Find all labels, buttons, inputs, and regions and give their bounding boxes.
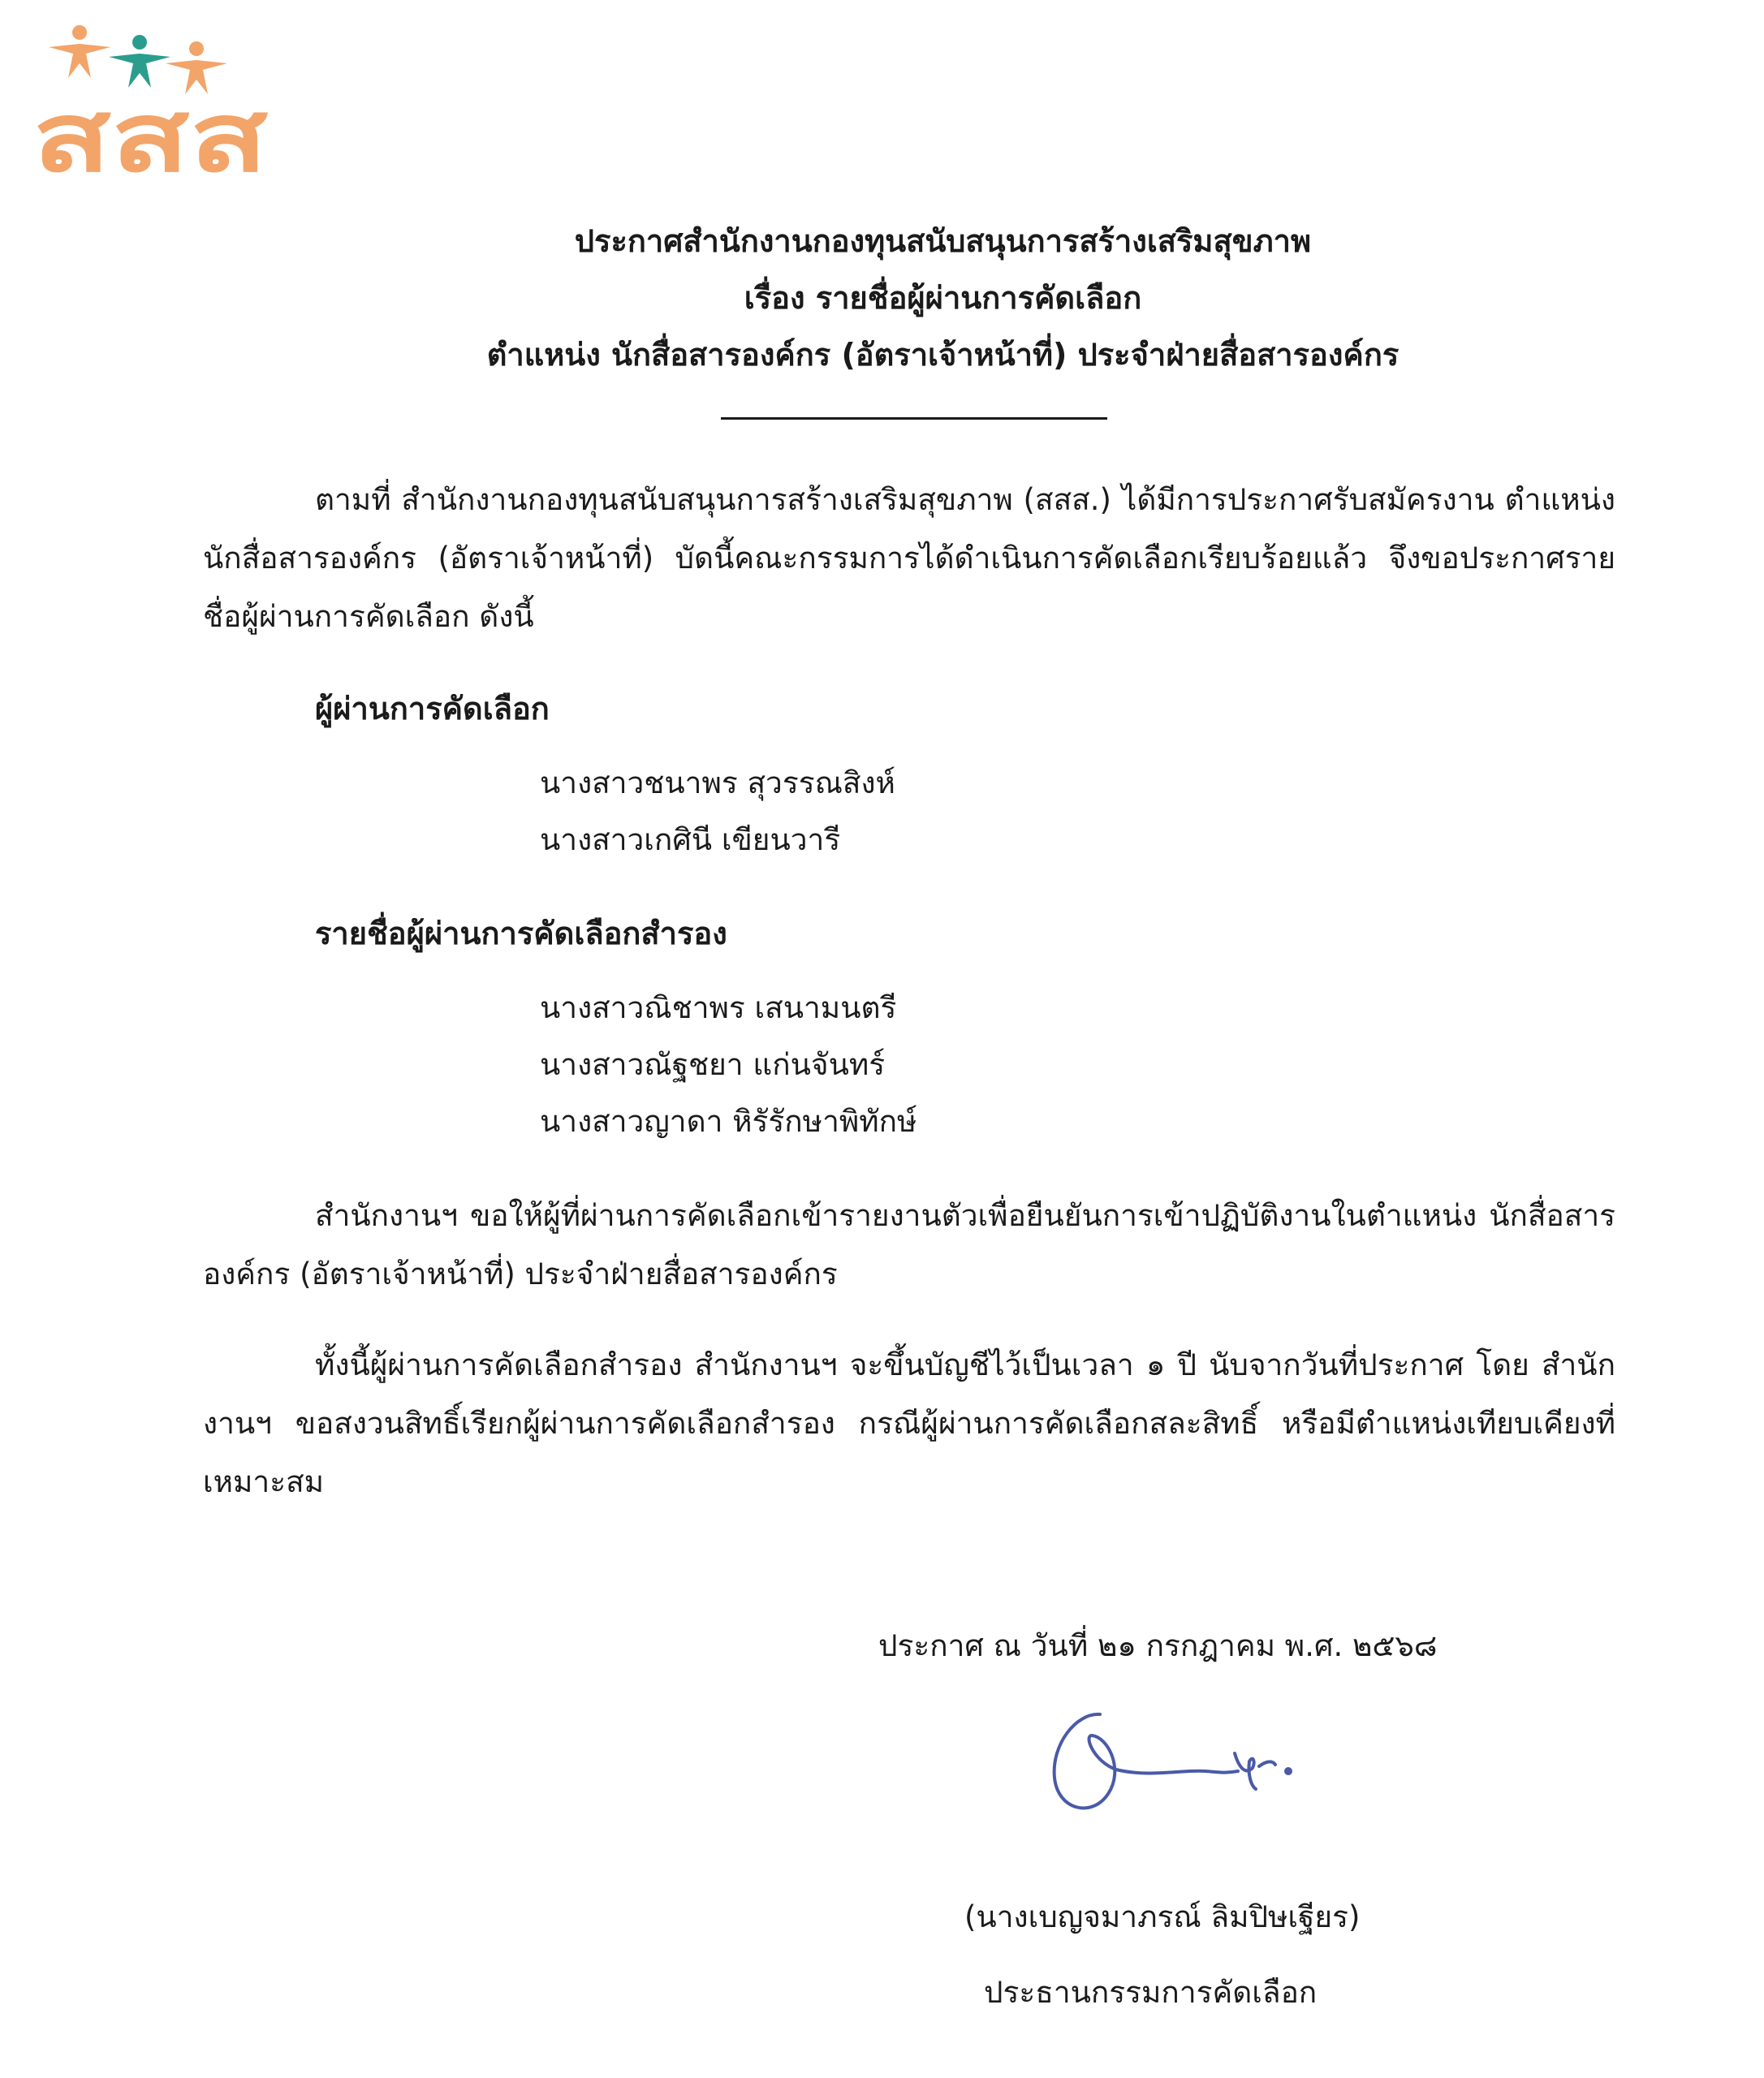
announcement-date: ประกาศ ณ วันที่ ๒๑ กรกฎาคม พ.ศ. ๒๕๖๘ xyxy=(878,1628,1438,1663)
passed-names-list xyxy=(540,755,895,869)
header-subject: เรื่อง รายชื่อผู้ผ่านการคัดเลือก xyxy=(744,280,1142,316)
list-item: นางสาวญาดา หิรัรักษาพิทักษ์ xyxy=(540,1104,917,1139)
intro-text: ตามที่ สำนักงานกองทุนสนับสนุนการสร้างเสริมสุขภาพ (สสส.) ได้มีการประกาศรับสมัครงาน ตำแหน่ง นักสื่อสารองค์กร (อัตราเจ้าหน้าที่) บัดนี้คณะกรรมการได้ดำเนินการคัดเลือกเรียบร้อยแล้ว จึงขอประกาศรายชื่อผู้ผ่านการคัดเลือก ดังนี้ xyxy=(203,482,1615,634)
thaihealth-logo xyxy=(32,24,276,179)
passed-section-title: ผู้ผ่านการคัดเลือก xyxy=(315,691,550,726)
signer-title: ประธานกรรมการคัดเลือก xyxy=(984,1975,1318,2010)
header-position: ตำแหน่ง นักสื่อสารองค์กร (อัตราเจ้าหน้าที่) ประจำฝ่ายสื่อสารองค์กร xyxy=(486,337,1400,373)
star-person-icon xyxy=(109,35,170,88)
list-item: นางสาวชนาพร สุวรรณสิงห์ xyxy=(540,765,895,800)
list-item: นางสาวเกศินี เขียนวารี xyxy=(540,822,841,857)
report-text: สำนักงานฯ ขอให้ผู้ที่ผ่านการคัดเลือกเข้ารายงานตัวเพื่อยืนยันการเข้าปฏิบัติงานในตำแหน่ง นักสื่อสารองค์กร (อัตราเจ้าหน้าที่) ประจำฝ่ายสื่อสารองค์กร xyxy=(203,1198,1615,1291)
header-title: ประกาศสำนักงานกองทุนสนับสนุนการสร้างเสริมสุขภาพ xyxy=(574,223,1312,259)
list-item: นางสาวณัฐชยา แก่นจันทร์ xyxy=(540,1047,886,1082)
announcement-header xyxy=(0,213,1764,383)
star-person-icon xyxy=(49,25,110,78)
reserve-names-list xyxy=(540,980,917,1150)
intro-paragraph xyxy=(203,471,1615,646)
logo-text: สสส xyxy=(32,84,268,179)
report-paragraph xyxy=(203,1187,1615,1304)
signature-image xyxy=(1043,1696,1335,1826)
header-divider xyxy=(721,417,1107,420)
reserve-paragraph xyxy=(203,1336,1615,1511)
reserve-section-title: รายชื่อผู้ผ่านการคัดเลือกสำรอง xyxy=(315,916,727,951)
list-item: นางสาวณิชาพร เสนามนตรี xyxy=(540,990,897,1025)
reserve-text: ทั้งนี้ผู้ผ่านการคัดเลือกสำรอง สำนักงานฯ จะขึ้นบัญชีไว้เป็นเวลา ๑ ปี นับจากวันที่ประกาศ โดย สำนักงานฯ ขอสงวนสิทธิ์เรียกผู้ผ่านการคัดเลือกสำรอง กรณีผู้ผ่านการคัดเลือกสละสิทธิ์ หรือมีตำแหน่งเทียบเคียงที่เหมาะสม xyxy=(203,1347,1615,1499)
signer-name: (นางเบญจมาภรณ์ ลิมปิษเฐียร) xyxy=(964,1899,1361,1934)
